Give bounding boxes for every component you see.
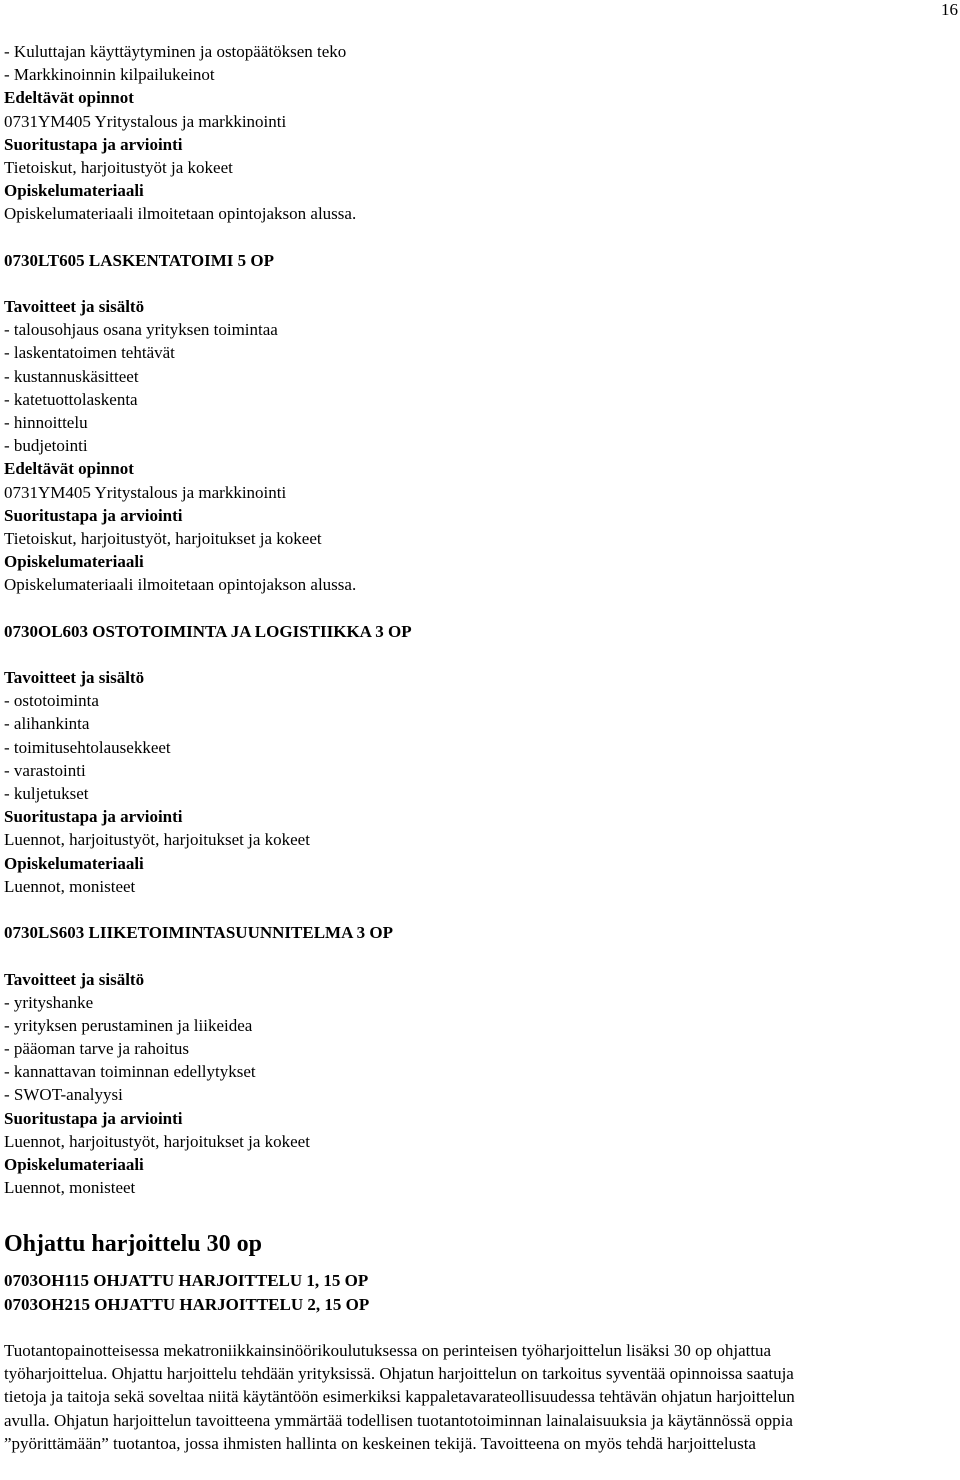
material-text: Opiskelumateriaali ilmoitetaan opintojakson alussa. bbox=[4, 575, 357, 595]
paragraph-line: työharjoittelua. Ohjattu harjoittelu tehdään yrityksissä. Ohjatun harjoittelun on tarkoitus syventää opinnoissa saatuja bbox=[4, 1364, 794, 1384]
list-item: - budjetointi bbox=[4, 436, 88, 456]
paragraph-line: ”pyörittämään” tuotantoa, jossa ihmisten hallinta on keskeinen tekijä. Tavoitteena on myös tehdä harjoittelusta bbox=[4, 1433, 756, 1453]
list-item: - yrityshanke bbox=[4, 992, 94, 1012]
page-number: 16 bbox=[941, 0, 958, 19]
prereq-text: 0731YM405 Yritystalous ja markkinointi bbox=[4, 482, 287, 502]
course-title: 0730OL603 OSTOTOIMINTA JA LOGISTIIKKA 3 OP bbox=[4, 621, 412, 641]
method-heading: Suoritustapa ja arviointi bbox=[4, 505, 183, 525]
material-heading: Opiskelumateriaali bbox=[4, 181, 144, 201]
section-heading: Ohjattu harjoittelu 30 op bbox=[4, 1231, 262, 1258]
paragraph-line: Tuotantopainotteisessa mekatroniikkainsinöörikoulutuksessa on perinteisen työharjoittelun lisäksi 30 op ohjattua bbox=[4, 1340, 772, 1360]
method-heading: Suoritustapa ja arviointi bbox=[4, 807, 183, 827]
material-heading: Opiskelumateriaali bbox=[4, 552, 144, 572]
list-item: - toimitusehtolausekkeet bbox=[4, 737, 171, 757]
list-item: - hinnoittelu bbox=[4, 413, 88, 432]
list-item: - varastointi bbox=[4, 760, 86, 780]
list-item: - laskentatoimen tehtävät bbox=[4, 343, 175, 363]
material-heading: Opiskelumateriaali bbox=[4, 853, 144, 873]
list-item: - Markkinoinnin kilpailukeinot bbox=[4, 65, 215, 85]
material-text: Luennot, monisteet bbox=[4, 1178, 136, 1198]
list-item: - yrityksen perustaminen ja liikeidea bbox=[4, 1015, 253, 1035]
paragraph-line: avulla. Ohjatun harjoittelun tavoitteena ymmärtää todellisen tuotantotoiminnan lainalaisuuksia ja käytännössä oppia bbox=[4, 1410, 793, 1430]
material-text: Opiskelumateriaali ilmoitetaan opintojakson alussa. bbox=[4, 204, 357, 224]
description-paragraph bbox=[4, 1339, 938, 1455]
prereq-text: 0731YM405 Yritystalous ja markkinointi bbox=[4, 111, 287, 131]
method-text: Luennot, harjoitustyöt, harjoitukset ja kokeet bbox=[4, 830, 310, 850]
list-item: - kustannuskäsitteet bbox=[4, 366, 139, 386]
paragraph-line: tietoja ja taitoja sekä soveltaa niitä käytäntöön esimerkiksi kappaletavarateollisuudessa tehtävän ohjatun harjoittelun bbox=[4, 1387, 795, 1407]
list-item: - alihankinta bbox=[4, 714, 90, 734]
method-text: Luennot, harjoitustyöt, harjoitukset ja kokeet bbox=[4, 1131, 310, 1151]
method-heading: Suoritustapa ja arviointi bbox=[4, 1108, 183, 1128]
goals-heading: Tavoitteet ja sisältö bbox=[4, 297, 145, 317]
document-body bbox=[4, 40, 954, 1455]
course-title: 0703OH115 OHJATTU HARJOITTELU 1, 15 OP bbox=[4, 1271, 369, 1291]
course-ostotoiminta bbox=[4, 620, 954, 898]
list-item: - Kuluttajan käyttäytyminen ja ostopäätöksen teko bbox=[4, 42, 347, 61]
intro-block bbox=[4, 40, 954, 226]
course-liiketoimintasuunnitelma bbox=[4, 921, 954, 1199]
method-heading: Suoritustapa ja arviointi bbox=[4, 134, 183, 154]
prereq-heading: Edeltävät opinnot bbox=[4, 88, 134, 108]
course-title: 0703OH215 OHJATTU HARJOITTELU 2, 15 OP bbox=[4, 1294, 370, 1314]
material-heading: Opiskelumateriaali bbox=[4, 1155, 144, 1174]
course-title: 0730LS603 LIIKETOIMINTASUUNNITELMA 3 OP bbox=[4, 923, 394, 943]
material-text: Luennot, monisteet bbox=[4, 876, 136, 896]
method-text: Tietoiskut, harjoitustyöt ja kokeet bbox=[4, 157, 233, 177]
list-item: - kannattavan toiminnan edellytykset bbox=[4, 1062, 256, 1082]
list-item: - SWOT-analyysi bbox=[4, 1085, 123, 1105]
course-title: 0730LT605 LASKENTATOIMI 5 OP bbox=[4, 250, 275, 270]
prereq-heading: Edeltävät opinnot bbox=[4, 459, 134, 479]
list-item: - pääoman tarve ja rahoitus bbox=[4, 1039, 190, 1059]
method-text: Tietoiskut, harjoitustyöt, harjoitukset ja kokeet bbox=[4, 528, 322, 548]
goals-heading: Tavoitteet ja sisältö bbox=[4, 969, 145, 989]
list-item: - katetuottolaskenta bbox=[4, 389, 138, 409]
course-laskentatoimi bbox=[4, 249, 954, 597]
list-item: - ostotoiminta bbox=[4, 691, 99, 711]
section-ohjattu-harjoittelu bbox=[4, 1229, 954, 1455]
list-item: - kuljetukset bbox=[4, 784, 89, 803]
list-item: - talousohjaus osana yrityksen toimintaa bbox=[4, 320, 278, 340]
goals-heading: Tavoitteet ja sisältö bbox=[4, 668, 145, 688]
